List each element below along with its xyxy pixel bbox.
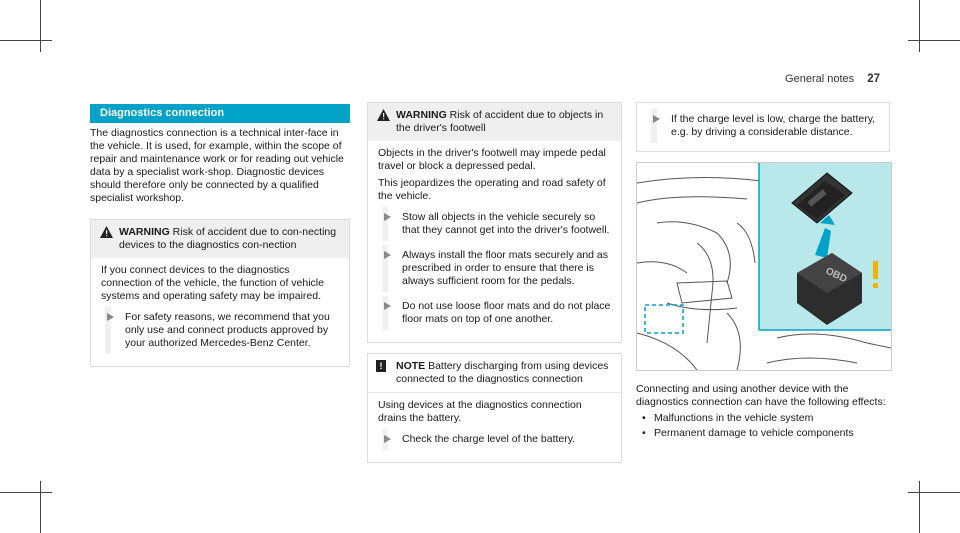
warning-box [90,219,350,367]
step-text: Always install the floor mats securely and as prescribed in order to ensure that there is always sufficient room for the pedals. [402,249,609,287]
crop-mark [0,40,52,41]
note-header [368,354,621,392]
page-header [785,73,880,85]
step-text: Check the charge level of the battery. [402,433,576,445]
warning-text: This jeopardizes the operating and road safety of the vehicle. [378,177,606,202]
warning-text: Objects in the driver's footwell may impede pedal travel or block a depressed pedal. [378,147,606,172]
note-body [368,392,621,462]
warning-text: If you connect devices to the diagnostics connection of the vehicle, the function of vehicle systems and operating safety may be impaired. [101,264,324,302]
step-text: For safety reasons, we recommend that you only use and connect products approved by your authorized Mercedes-Benz Center. [125,311,330,349]
warning-box [367,102,622,343]
warning-icon [377,109,390,125]
warning-title: Risk of accident due to objects in the driver's footwell [396,109,604,134]
step-arrow-icon [384,251,391,259]
warning-body [368,141,621,342]
warning-header [91,220,349,258]
step-arrow-icon [653,115,660,123]
instruction-step [101,307,339,354]
note-icon: ! [376,360,386,372]
step-text: If the charge level is low, charge the battery, e.g. by driving a considerable distance. [671,113,876,138]
crop-mark [40,481,41,533]
intro-paragraph: The diagnostics connection is a technical inter-face in the vehicle. It is used, for example, within the scope of repair and maintenance work or for reading out vehicle data by a specialist work-shop. Diagnostic devices should therefore only be connected by a qualified specialist workshop. [90,127,344,204]
column-2 [367,102,622,463]
column-3-top [636,102,890,152]
step-arrow-icon [107,313,114,321]
warning-title: Risk of accident due to con-necting devices to the diagnostics con-nection [119,226,337,251]
instruction-step [378,207,611,241]
crop-mark [0,492,52,493]
note-label: NOTE [396,360,426,372]
warning-icon [100,226,113,242]
obd-label: OBD [823,265,849,286]
column-3-text [636,383,890,442]
crop-mark [919,481,920,533]
step-box [636,102,890,152]
step-text: Do not use loose floor mats and do not place floor mats on top of one another. [402,300,611,325]
instruction-step [378,429,611,450]
obd-illustration [636,162,892,371]
note-title: Battery discharging from using devices connected to the diagnostics connection [396,360,609,385]
effects-paragraph: Connecting and using another device with the diagnostics connection can have the following effects: [636,383,886,408]
list-item: • Malfunctions in the vehicle system [636,412,890,425]
instruction-step [647,109,879,143]
crop-mark [908,492,960,493]
step-text: Stow all objects in the vehicle securely so that they cannot get into the driver's footwell. [402,211,610,236]
exclamation-icon [873,261,878,288]
footwell-drawing [637,163,891,370]
warning-header [368,103,621,141]
instruction-step [378,296,611,330]
list-item: • Permanent damage to vehicle components [636,427,890,440]
crop-mark [919,0,920,52]
page-number: 27 [867,73,880,85]
crop-mark [908,40,960,41]
step-arrow-icon [384,435,391,443]
section-title: Diagnostics connection [90,104,350,123]
step-arrow-icon [384,213,391,221]
obd-location-marker [645,305,683,333]
crop-mark [40,0,41,52]
warning-label: WARNING [119,226,170,238]
column-1 [90,104,350,367]
warning-label: WARNING [396,109,447,121]
header-title: General notes [785,73,855,85]
instruction-step [378,245,611,292]
note-text: Using devices at the diagnostics connection drains the battery. [378,399,582,424]
warning-body [91,258,349,366]
step-box-body [637,103,889,151]
step-arrow-icon [384,302,391,310]
note-box [367,353,622,463]
